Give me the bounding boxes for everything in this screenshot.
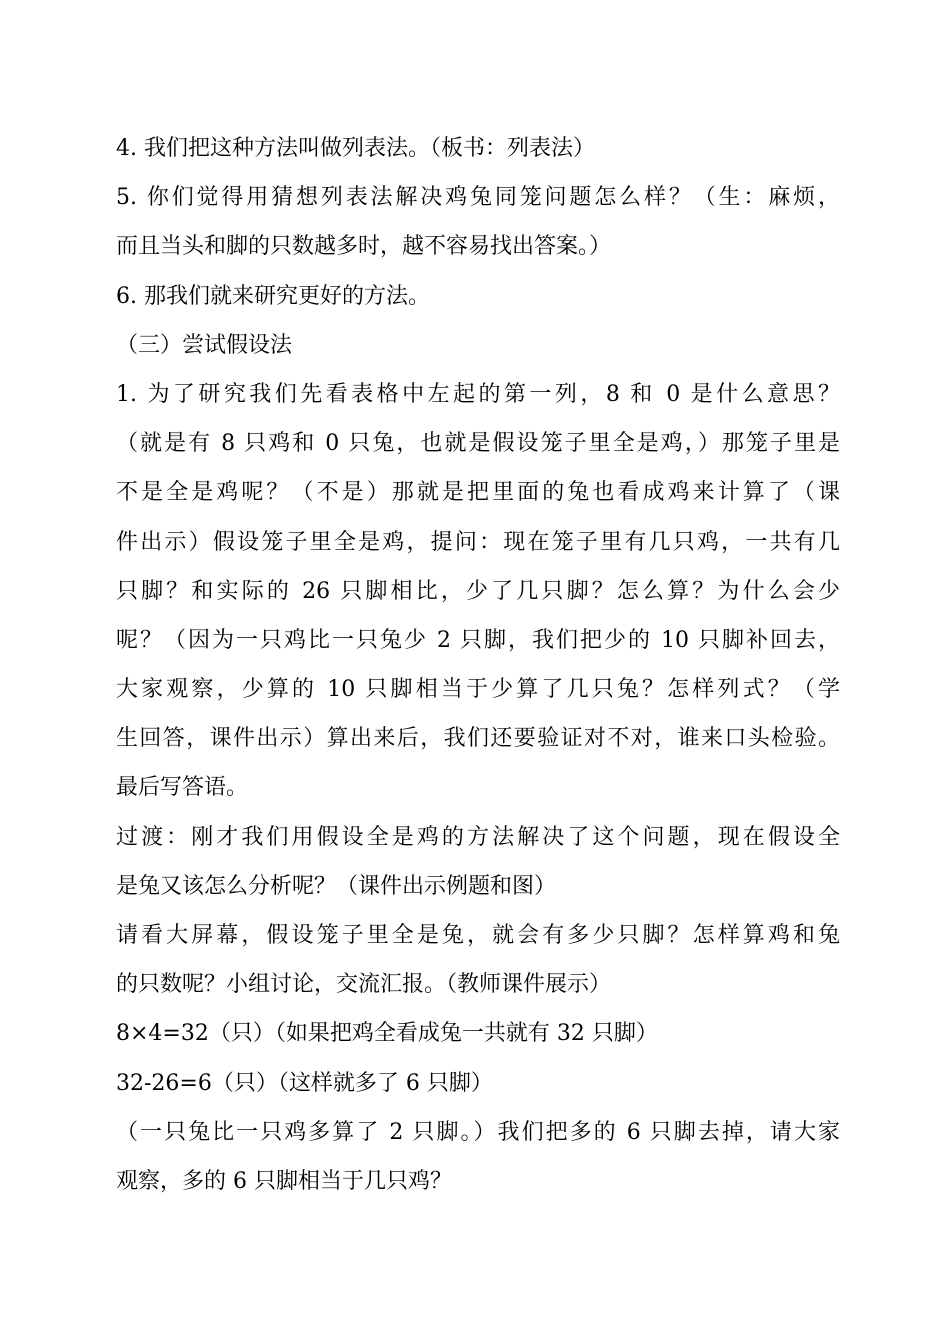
text-line-6: 1. 为了研究我们先看表格中左起的第一列，8 和 0 是什么意思？ xyxy=(116,381,840,407)
document-body xyxy=(116,124,840,1206)
text-line-1: 4. 我们把这种方法叫做列表法。（板书：列表法） xyxy=(116,136,595,161)
text-line-4: 6. 那我们就来研究更好的方法。 xyxy=(116,283,430,309)
formula-line-2: 32-26=6（只）（这样就多了 6 只脚） xyxy=(116,1070,493,1096)
text-line-11: 呢？（因为一只鸡比一只兔少 2 只脚，我们把少的 10 只脚补回去， xyxy=(116,627,840,653)
text-line-15: 过渡：刚才我们用假设全是鸡的方法解决了这个问题，现在假设全 xyxy=(116,824,840,850)
text-line-2: 5. 你们觉得用猜想列表法解决鸡兔同笼问题怎么样？（生：麻烦， xyxy=(116,185,840,211)
text-line-7: （就是有 8 只鸡和 0 只兔，也就是假设笼子里全是鸡，）那笼子里是 xyxy=(116,431,840,457)
formula-line-1: 8×4=32（只）（如果把鸡全看成兔一共就有 32 只脚） xyxy=(116,1021,658,1047)
text-line-21: （一只兔比一只鸡多算了 2 只脚。）我们把多的 6 只脚去掉，请大家 xyxy=(116,1119,840,1145)
text-line-22: 观察，多的 6 只脚相当于几只鸡？ xyxy=(116,1168,452,1194)
text-line-18: 的只数呢？小组讨论，交流汇报。（教师课件展示） xyxy=(116,972,612,998)
text-line-8: 不是全是鸡呢？（不是）那就是把里面的兔也看成鸡来计算了（课 xyxy=(116,480,840,506)
text-line-16: 是兔又该怎么分析呢？（课件出示例题和图） xyxy=(116,873,557,899)
text-line-10: 只脚？和实际的 26 只脚相比，少了几只脚？怎么算？为什么会少 xyxy=(116,578,840,604)
text-line-3: 而且当头和脚的只数越多时，越不容易找出答案。） xyxy=(116,234,612,260)
text-line-13: 生回答，课件出示）算出来后，我们还要验证对不对，谁来口头检验。 xyxy=(116,726,840,752)
text-line-12: 大家观察，少算的 10 只脚相当于少算了几只兔？怎样列式？（学 xyxy=(116,677,840,703)
text-line-17: 请看大屏幕，假设笼子里全是兔，就会有多少只脚？怎样算鸡和兔 xyxy=(116,923,840,948)
text-line-14: 最后写答语。 xyxy=(116,775,249,801)
section-heading: （三）尝试假设法 xyxy=(116,332,293,358)
text-line-9: 件出示）假设笼子里全是鸡，提问：现在笼子里有几只鸡，一共有几 xyxy=(116,529,840,555)
